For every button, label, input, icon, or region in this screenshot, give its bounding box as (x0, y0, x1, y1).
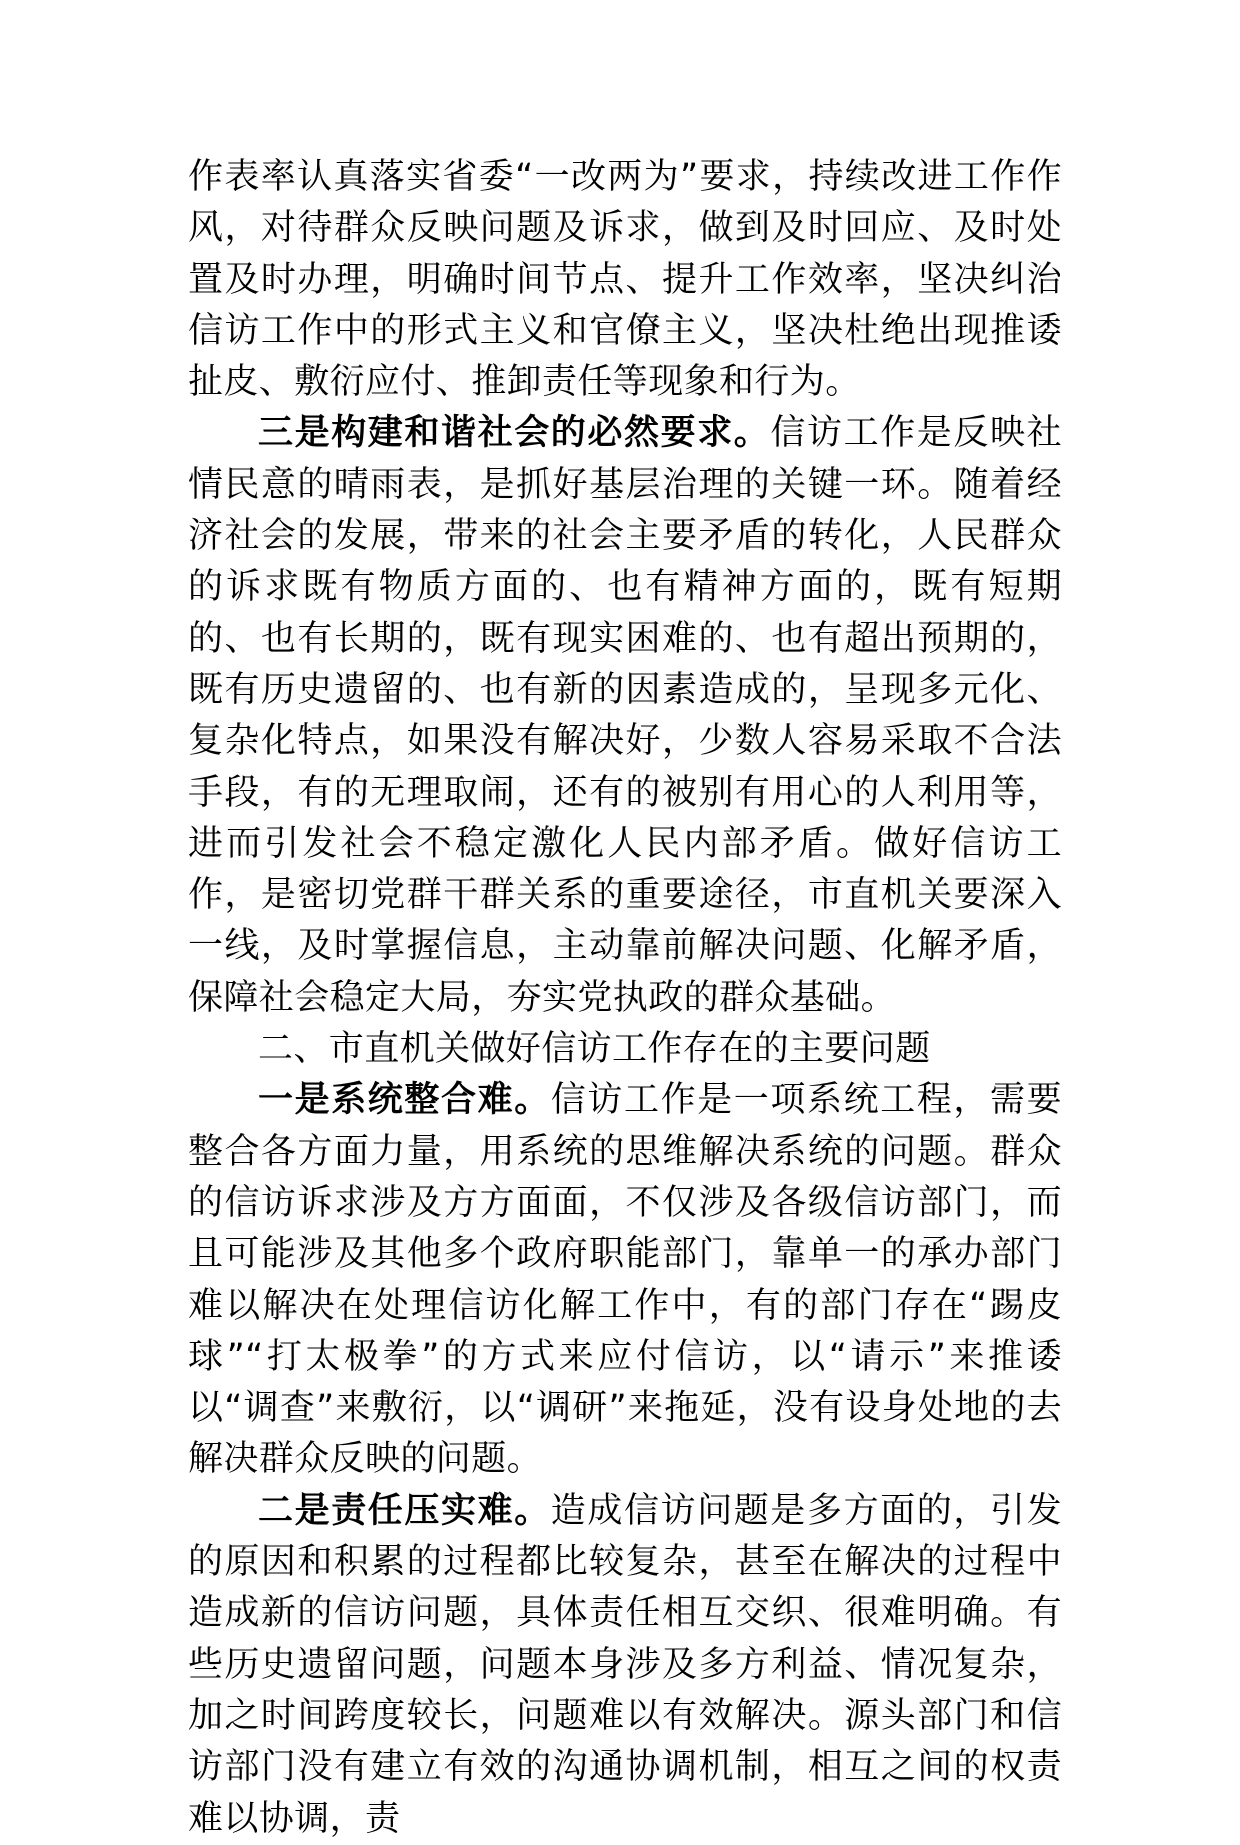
paragraph-text: 信访工作是反映社情民意的晴雨表，是抓好基层治理的关键一环。随着经济社会的发展，带来的社会主要矛盾的转化，人民群众的诉求既有物质方面的、也有精神方面的，既有短期的、也有长期的，既有现实困难的、也有超出预期的，既有历史遗留的、也有新的因素造成的，呈现多元化、复杂化特点，如果没有解决好，少数人容易采取不合法手段，有的无理取闹，还有的被别有用心的人利用等，进而引发社会不稳定激化人民内部矛盾。做好信访工作，是密切党群干群关系的重要途径，市直机关要深入一线，及时掌握信息，主动靠前解决问题、化解矛盾，保障社会稳定大局，夯实党执政的群众基础。 (188, 413, 1063, 1018)
paragraph-text: 造成信访问题是多方面的，引发的原因和积累的过程都比较复杂，甚至在解决的过程中造成新的信访问题，具体责任相互交织、很难明确。有些历史遗留问题，问题本身涉及多方利益、情况复杂，加之时间跨度较长，问题难以有效解决。源头部门和信访部门没有建立有效的沟通协调机制，相互之间的权责难以协调，责 (188, 1490, 1062, 1839)
paragraph-lead-bold: 二是责任压实难。 (258, 1490, 551, 1531)
paragraph-continuation (188, 152, 1062, 408)
paragraph-system-integration (188, 1075, 1062, 1485)
paragraph-lead-bold: 一是系统整合难。 (258, 1080, 551, 1121)
paragraph-lead-bold: 三是构建和谐社会的必然要求。 (258, 413, 771, 454)
paragraph-text: 作表率认真落实省委“一改两为”要求，持续改进工作作风，对待群众反映问题及诉求，做到及时回应、及时处置及时办理，明确时间节点、提升工作效率，坚决纠治信访工作中的形式主义和官僚主义，坚决杜绝出现推诿扯皮、敷衍应付、推卸责任等现象和行为。 (188, 157, 1062, 403)
paragraph-responsibility (188, 1486, 1062, 1845)
document-body (188, 152, 1062, 1845)
paragraph-third-requirement (188, 408, 1062, 1024)
section-heading-main-problems: 二、市直机关做好信访工作存在的主要问题 (258, 1029, 931, 1070)
paragraph-text: 信访工作是一项系统工程，需要整合各方面力量，用系统的思维解决系统的问题。群众的信访诉求涉及方方面面，不仅涉及各级信访部门，而且可能涉及其他多个政府职能部门，靠单一的承办部门难以解决在处理信访化解工作中，有的部门存在“踢皮球”“打太极拳”的方式来应付信访，以“请示”来推诿以“调查”来敷衍，以“调研”来拖延，没有设身处地的去解决群众反映的问题。 (188, 1080, 1062, 1480)
